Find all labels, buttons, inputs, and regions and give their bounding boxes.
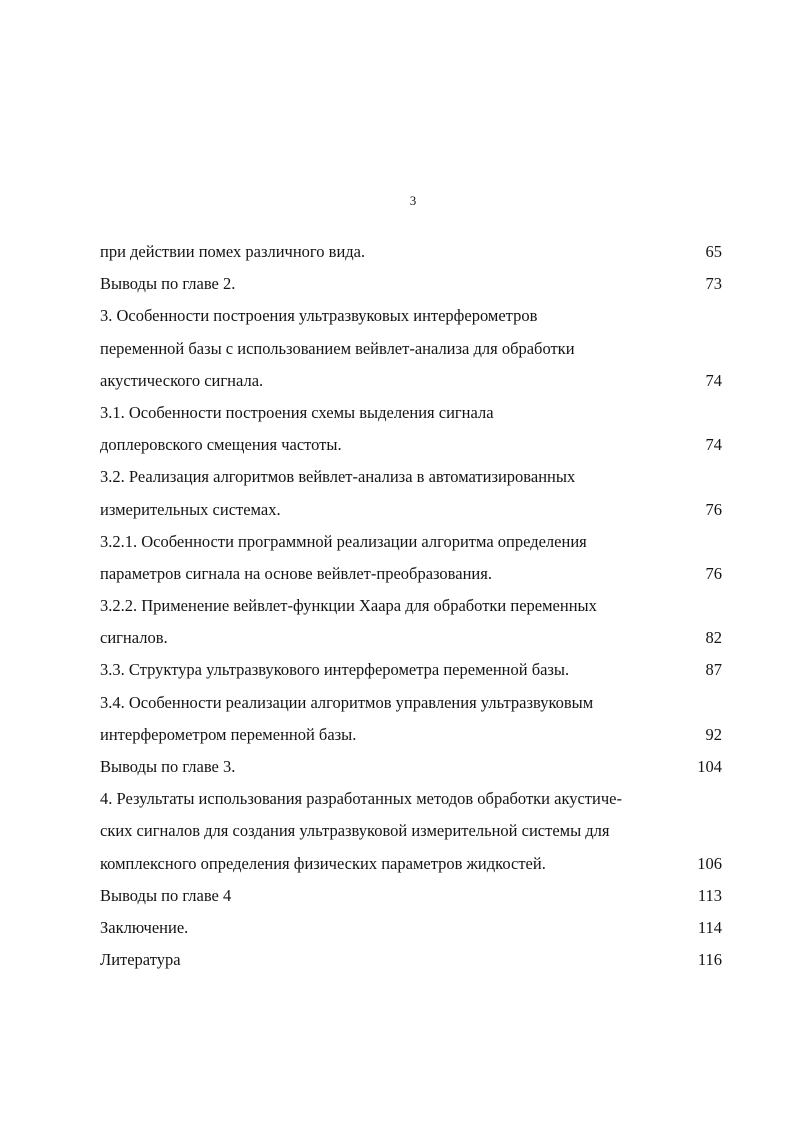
table-of-contents bbox=[100, 236, 740, 976]
toc-entry bbox=[100, 687, 740, 719]
toc-entry-title: доплеровского смещения частоты. bbox=[100, 435, 342, 455]
toc-entry-page: 92 bbox=[705, 724, 722, 744]
toc-entry-page: 74 bbox=[705, 370, 722, 390]
toc-entry-title: 4. Результаты использования разработанных методов обработки акустиче- bbox=[100, 789, 622, 809]
toc-entry bbox=[100, 461, 740, 493]
toc-entry bbox=[100, 590, 740, 622]
toc-entry-title: 3.1. Особенности построения схемы выделения сигнала bbox=[100, 402, 494, 422]
page-number: 3 bbox=[409, 193, 417, 208]
toc-entry bbox=[100, 719, 740, 751]
toc-entry bbox=[100, 526, 740, 558]
toc-entry bbox=[100, 815, 740, 847]
toc-entry-page: 114 bbox=[697, 917, 722, 937]
toc-entry-title: 3.3. Структура ультразвукового интерферометра переменной базы. bbox=[100, 660, 570, 680]
toc-entry-page: 82 bbox=[705, 628, 722, 648]
toc-entry bbox=[100, 365, 740, 397]
toc-entry-title: Выводы по главе 4 bbox=[100, 885, 232, 905]
toc-entry-title: 3.4. Особенности реализации алгоритмов управления ультразвуковым bbox=[100, 692, 594, 712]
toc-entry bbox=[100, 558, 740, 590]
toc-entry bbox=[100, 268, 740, 300]
toc-entry-page: 76 bbox=[705, 499, 722, 519]
toc-entry-page: 65 bbox=[705, 242, 722, 261]
toc-entry-page: 76 bbox=[705, 563, 722, 583]
toc-entry-title: 3.2. Реализация алгоритмов вейвлет-анализа в автоматизированных bbox=[100, 467, 576, 487]
toc-entry-page: 106 bbox=[697, 853, 722, 873]
toc-entry bbox=[100, 751, 740, 783]
toc-entry-title: Выводы по главе 2. bbox=[100, 274, 236, 294]
toc-entry-page: 87 bbox=[705, 660, 722, 680]
toc-entry-page: 73 bbox=[705, 274, 722, 294]
toc-entry bbox=[100, 912, 740, 944]
toc-entry-page: 74 bbox=[705, 435, 722, 455]
toc-entry-title: параметров сигнала на основе вейвлет-преобразования. bbox=[100, 563, 492, 583]
toc-entry bbox=[100, 622, 740, 654]
toc-entry-title: 3. Особенности построения ультразвуковых интерферометров bbox=[100, 306, 538, 326]
toc-entry-title: сигналов. bbox=[100, 628, 168, 648]
toc-entry-title: 3.2.2. Применение вейвлет-функции Хаара для обработки переменных bbox=[100, 596, 597, 616]
toc-entry bbox=[100, 429, 740, 461]
toc-entry-title: переменной базы с использованием вейвлет-анализа для обработки bbox=[100, 338, 575, 358]
toc-entry bbox=[100, 300, 740, 332]
toc-entry-page: 104 bbox=[697, 757, 722, 776]
toc-entry bbox=[100, 397, 740, 429]
toc-entry bbox=[100, 880, 740, 912]
toc-entry-title: ских сигналов для создания ультразвуковой измерительной системы для bbox=[100, 821, 610, 841]
toc-entry-title: Выводы по главе 3. bbox=[100, 757, 236, 776]
toc-entry-page: 116 bbox=[697, 950, 722, 970]
toc-entry bbox=[100, 654, 740, 686]
toc-entry bbox=[100, 783, 740, 815]
toc-entry-title: Заключение. bbox=[100, 917, 189, 937]
toc-entry-page: 113 bbox=[697, 885, 722, 905]
toc-entry-title: 3.2.1. Особенности программной реализации алгоритма определения bbox=[100, 531, 587, 551]
toc-entry bbox=[100, 848, 740, 880]
toc-entry-title: интерферометром переменной базы. bbox=[100, 724, 357, 744]
toc-entry bbox=[100, 944, 740, 976]
toc-entry-title: измерительных системах. bbox=[100, 499, 281, 519]
toc-entry-title: акустического сигнала. bbox=[100, 370, 264, 390]
toc-entry bbox=[100, 236, 740, 268]
toc-entry bbox=[100, 333, 740, 365]
toc-entry bbox=[100, 494, 740, 526]
toc-entry-title: при действии помех различного вида. bbox=[100, 242, 366, 261]
toc-entry-title: комплексного определения физических параметров жидкостей. bbox=[100, 853, 546, 873]
toc-entry-title: Литература bbox=[100, 950, 181, 970]
